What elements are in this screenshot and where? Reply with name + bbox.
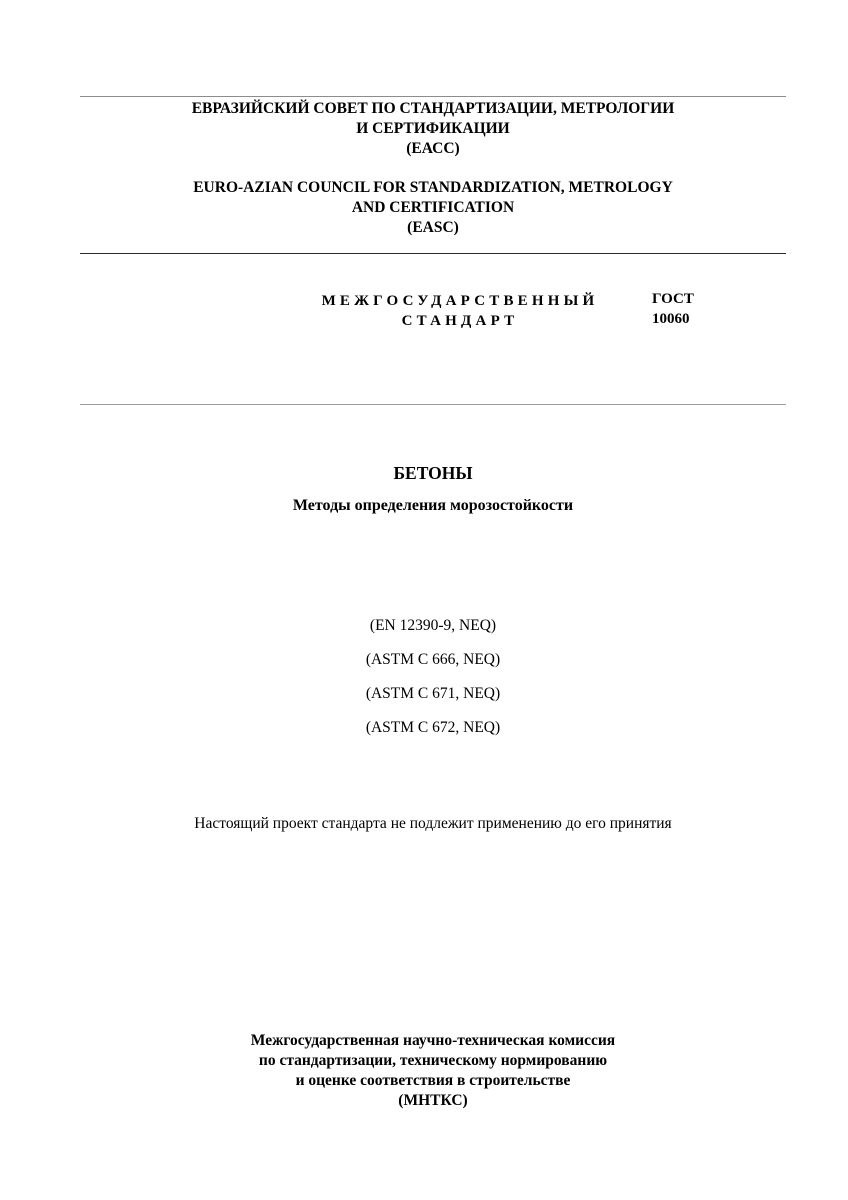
- council-en-line-1: EURO-AZIAN COUNCIL FOR STANDARDIZATION, METROLOGY: [193, 179, 673, 196]
- reference-standard: (ASTM C 671, NEQ): [365, 685, 501, 702]
- council-name-ru: [80, 99, 786, 159]
- reference-standard: (EN 12390-9, NEQ): [369, 617, 497, 634]
- gost-number: 10060: [652, 311, 690, 327]
- standard-divider: [80, 404, 786, 405]
- standard-type-line-1: МЕЖГОСУДАРСТВЕННЫЙ: [321, 293, 599, 309]
- council-name-en: [80, 178, 786, 238]
- commission-line-3: и оценке соответствия в строительстве: [295, 1072, 571, 1089]
- council-en-line-2: AND CERTIFICATION: [351, 199, 515, 216]
- commission-line-2: по стандартизации, техническому нормированию: [258, 1052, 608, 1069]
- council-ru-line-1: ЕВРАЗИЙСКИЙ СОВЕТ ПО СТАНДАРТИЗАЦИИ, МЕТРОЛОГИИ: [191, 100, 675, 117]
- document-title: БЕТОНЫ: [393, 463, 473, 483]
- gost-label: ГОСТ: [652, 291, 694, 307]
- reference-standard: (ASTM C 666, NEQ): [365, 651, 501, 668]
- commission-abbreviation: (МНТКС): [398, 1092, 468, 1109]
- header-divider: [80, 253, 786, 254]
- council-ru-abbreviation: (ЕАСС): [406, 140, 460, 157]
- top-divider: [80, 96, 786, 97]
- council-ru-line-2: И СЕРТИФИКАЦИИ: [356, 120, 510, 137]
- gost-designation: [652, 289, 694, 329]
- reference-standard: (ASTM C 672, NEQ): [365, 719, 501, 736]
- commission-line-1: Межгосударственная научно-техническая комиссия: [250, 1032, 616, 1049]
- document-subtitle: Методы определения морозостойкости: [292, 497, 574, 514]
- standard-type: [300, 291, 620, 331]
- reference-standards-list: [80, 616, 786, 752]
- commission-name: [80, 1031, 786, 1111]
- draft-notice: Настоящий проект стандарта не подлежит применению до его принятия: [194, 815, 672, 832]
- standard-type-line-2: СТАНДАРТ: [401, 313, 519, 329]
- council-en-abbreviation: (EASC): [407, 219, 459, 236]
